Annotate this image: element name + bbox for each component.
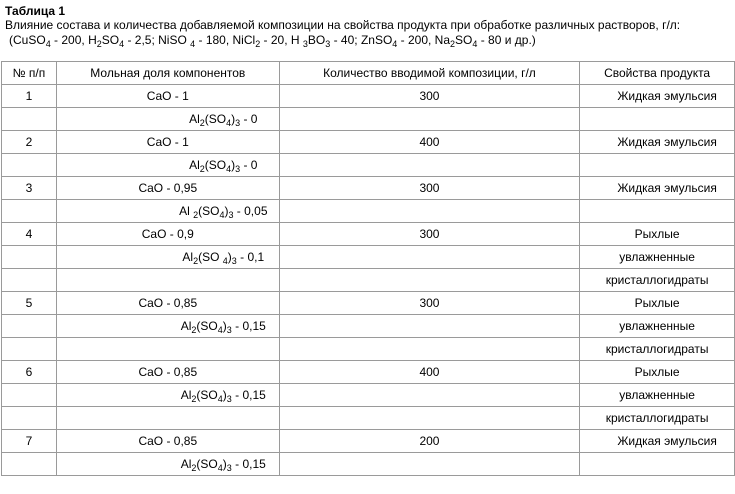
- cao-fraction: CaO - 0,85: [56, 292, 279, 315]
- empty-cell: [2, 315, 57, 338]
- table-caption: [5, 4, 733, 50]
- formula-text: (SO: [196, 319, 218, 333]
- row-number: 1: [2, 85, 57, 108]
- al-sulfate-fraction: [56, 453, 279, 476]
- cao-fraction: CaO - 0,95: [56, 177, 279, 200]
- al-sulfate-fraction: [56, 154, 279, 177]
- al-sulfate-fraction: [56, 384, 279, 407]
- empty-cell: [56, 269, 279, 292]
- formula-text: - 0,15: [231, 457, 266, 471]
- chem-text: - 200,: [397, 33, 435, 47]
- empty-cell: [279, 246, 579, 269]
- product-property: Жидкая эмульсия: [580, 430, 735, 453]
- cao-fraction: CaO - 1: [56, 131, 279, 154]
- formula-subscript: 4: [219, 210, 225, 220]
- formula-subscript: 4: [217, 463, 223, 473]
- empty-cell: [2, 338, 57, 361]
- formula-text: ): [222, 457, 227, 471]
- formula-subscript: 4: [217, 394, 223, 404]
- row-number: 3: [2, 177, 57, 200]
- chem-subscript: 4: [119, 39, 125, 49]
- row-number: 4: [2, 223, 57, 246]
- formula-subscript: 2: [191, 325, 197, 335]
- cao-fraction: CaO - 0,85: [56, 430, 279, 453]
- product-property: кристаллогидраты: [580, 269, 735, 292]
- table-row: [2, 292, 735, 315]
- formula-text: Al: [189, 112, 200, 126]
- amount-value: 300: [279, 223, 579, 246]
- empty-cell: [2, 269, 57, 292]
- empty-cell: [279, 154, 579, 177]
- chem-subscript: 3: [325, 39, 331, 49]
- chem-text: - 180,: [195, 33, 233, 47]
- empty-cell: [580, 154, 735, 177]
- solution-composition: [5, 33, 733, 50]
- formula-text: ): [231, 158, 236, 172]
- al-sulfate-fraction: [56, 108, 279, 131]
- formula-subscript: 4: [217, 325, 223, 335]
- table-row: [2, 200, 735, 223]
- product-property: Жидкая эмульсия: [580, 177, 735, 200]
- formula-subscript: 2: [193, 256, 199, 266]
- formula-text: - 0: [240, 158, 258, 172]
- formula-subscript: 4: [226, 164, 232, 174]
- empty-cell: [580, 108, 735, 131]
- table-row: [2, 223, 735, 246]
- formula-text: - 0,05: [233, 204, 268, 218]
- formula-text: (SO: [196, 388, 218, 402]
- formula-subscript: 2: [191, 463, 197, 473]
- empty-cell: [2, 108, 57, 131]
- chem-text: BO: [307, 33, 326, 47]
- formula-text: - 0,15: [231, 388, 266, 402]
- chem-text: NiSO: [158, 33, 191, 47]
- table-row: [2, 177, 735, 200]
- table-row: [2, 315, 735, 338]
- empty-cell: [279, 407, 579, 430]
- empty-cell: [279, 269, 579, 292]
- formula-text: ): [231, 112, 236, 126]
- product-property: увлажненные: [580, 246, 735, 269]
- table-row: [2, 131, 735, 154]
- formula-text: ): [224, 204, 229, 218]
- chem-text: - 20,: [260, 33, 291, 47]
- table-body: [2, 85, 735, 476]
- product-property: Рыхлые: [580, 292, 735, 315]
- formula-subscript: 3: [226, 463, 232, 473]
- table-row: [2, 384, 735, 407]
- row-number: 7: [2, 430, 57, 453]
- formula-text: (SO: [196, 457, 218, 471]
- formula-text: (SO: [198, 204, 220, 218]
- al-sulfate-fraction: [56, 315, 279, 338]
- formula-subscript: 2: [199, 118, 205, 128]
- formula-subscript: 3: [228, 210, 234, 220]
- empty-cell: [2, 384, 57, 407]
- table-row: [2, 407, 735, 430]
- formula-subscript: 2: [193, 210, 199, 220]
- table-description: Влияние состава и количества добавляемой композиции на свойства продукта при обработке различных растворов, г/л:: [5, 18, 681, 32]
- empty-cell: [2, 407, 57, 430]
- chem-text: - 80 и др.): [477, 33, 536, 47]
- amount-value: 300: [279, 85, 579, 108]
- empty-cell: [56, 338, 279, 361]
- chem-subscript: 4: [392, 39, 398, 49]
- formula-subscript: 4: [222, 256, 228, 266]
- table-title: Таблица 1: [5, 4, 66, 18]
- chem-text: SO: [101, 33, 120, 47]
- formula-text: ): [222, 319, 227, 333]
- formula-text: (SO: [204, 158, 227, 172]
- header-properties: Свойства продукта: [580, 62, 735, 85]
- chem-subscript: 2: [255, 39, 261, 49]
- cao-fraction: CaO - 0,85: [56, 361, 279, 384]
- formula-text: Al: [189, 158, 200, 172]
- cao-fraction: CaO - 1: [56, 85, 279, 108]
- empty-cell: [279, 453, 579, 476]
- empty-cell: [580, 453, 735, 476]
- product-property: увлажненные: [580, 315, 735, 338]
- empty-cell: [2, 246, 57, 269]
- table-row: [2, 338, 735, 361]
- empty-cell: [2, 154, 57, 177]
- formula-subscript: 3: [226, 394, 232, 404]
- chem-subscript: 3: [302, 39, 308, 49]
- empty-cell: [279, 200, 579, 223]
- chem-text: NiCl: [232, 33, 256, 47]
- table-row: [2, 246, 735, 269]
- chem-subscript: 2: [450, 39, 456, 49]
- table-row: [2, 453, 735, 476]
- table-row: [2, 154, 735, 177]
- al-sulfate-fraction: [56, 200, 279, 223]
- formula-subscript: 3: [231, 256, 237, 266]
- al-sulfate-fraction: [56, 246, 279, 269]
- row-number: 5: [2, 292, 57, 315]
- amount-value: 400: [279, 361, 579, 384]
- empty-cell: [279, 315, 579, 338]
- amount-value: 400: [279, 131, 579, 154]
- product-property: увлажненные: [580, 384, 735, 407]
- empty-cell: [56, 407, 279, 430]
- product-property: Жидкая эмульсия: [580, 131, 735, 154]
- chem-subscript: 4: [45, 39, 51, 49]
- chem-text: - 40;: [330, 33, 361, 47]
- formula-subscript: 3: [235, 118, 241, 128]
- results-table: [1, 61, 735, 476]
- table-row: [2, 85, 735, 108]
- product-property: Жидкая эмульсия: [580, 85, 735, 108]
- chem-text: H: [88, 33, 97, 47]
- table-row: [2, 361, 735, 384]
- formula-text: Al: [180, 319, 192, 333]
- row-number: 6: [2, 361, 57, 384]
- formula-text: ): [227, 250, 232, 264]
- table-header-row: [2, 62, 735, 85]
- formula-text: Al: [180, 388, 192, 402]
- amount-value: 300: [279, 177, 579, 200]
- chem-text: ZnSO: [360, 33, 393, 47]
- empty-cell: [2, 200, 57, 223]
- empty-cell: [279, 338, 579, 361]
- product-property: кристаллогидраты: [580, 338, 735, 361]
- table-row: [2, 269, 735, 292]
- chem-text: SO: [455, 33, 473, 47]
- empty-cell: [279, 384, 579, 407]
- formula-text: Al: [180, 457, 192, 471]
- chem-text: - 2,5;: [124, 33, 159, 47]
- formula-subscript: 2: [191, 394, 197, 404]
- formula-text: ): [222, 388, 227, 402]
- product-property: Рыхлые: [580, 361, 735, 384]
- formula-text: - 0,15: [231, 319, 266, 333]
- empty-cell: [580, 200, 735, 223]
- formula-text: - 0: [240, 112, 258, 126]
- chem-text: - 200,: [50, 33, 89, 47]
- amount-value: 300: [279, 292, 579, 315]
- product-property: Рыхлые: [580, 223, 735, 246]
- chem-subscript: 4: [472, 39, 478, 49]
- formula-subscript: 3: [235, 164, 241, 174]
- formula-text: - 0,1: [236, 250, 265, 264]
- amount-value: 200: [279, 430, 579, 453]
- header-number: № п/п: [2, 62, 57, 85]
- chem-text: Na: [434, 33, 451, 47]
- formula-text: Al: [182, 250, 194, 264]
- table-row: [2, 430, 735, 453]
- formula-text: (SO: [198, 250, 223, 264]
- row-number: 2: [2, 131, 57, 154]
- header-amount: Количество вводимой композиции, г/л: [279, 62, 579, 85]
- chem-subscript: 2: [96, 39, 102, 49]
- formula-subscript: 3: [226, 325, 232, 335]
- formula-text: Al: [179, 204, 194, 218]
- empty-cell: [279, 108, 579, 131]
- chem-subscript: 4: [190, 39, 196, 49]
- formula-text: (SO: [204, 112, 227, 126]
- chem-text: H: [290, 33, 303, 47]
- formula-subscript: 4: [226, 118, 232, 128]
- chem-text: (CuSO: [9, 33, 46, 47]
- product-property: кристаллогидраты: [580, 407, 735, 430]
- empty-cell: [2, 453, 57, 476]
- header-composition: Мольная доля компонентов: [56, 62, 279, 85]
- formula-subscript: 2: [199, 164, 205, 174]
- table-row: [2, 108, 735, 131]
- cao-fraction: CaO - 0,9: [56, 223, 279, 246]
